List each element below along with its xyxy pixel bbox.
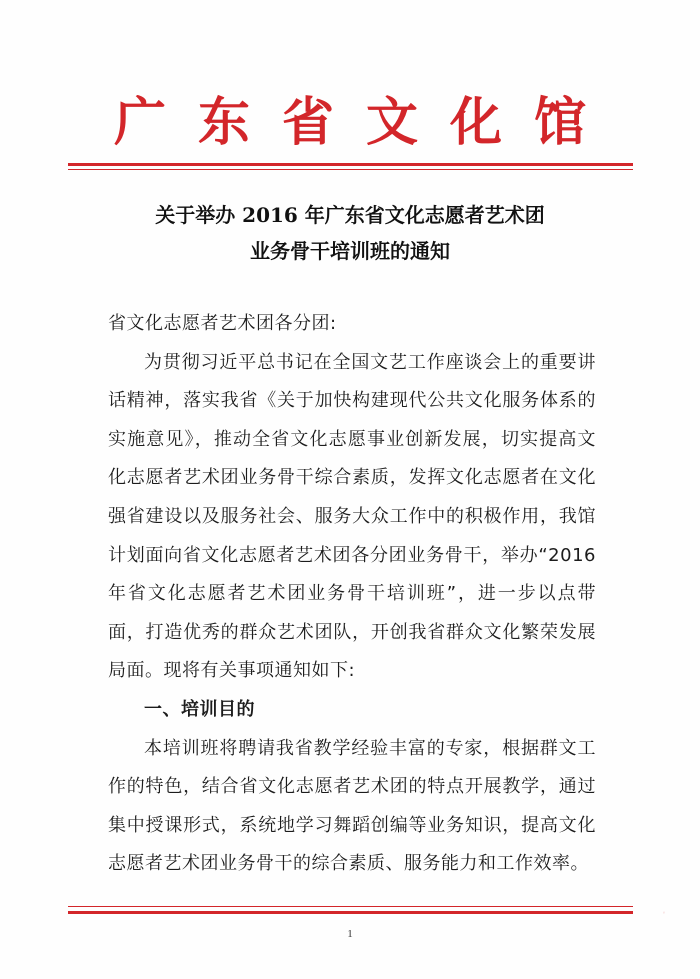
section-heading-purpose: 一、培训目的 xyxy=(144,698,255,720)
paragraph-purpose: 本培训班将聘请我省教学经验丰富的专家，根据群文工作的特色，结合省文化志愿者艺术团的特点开展教学，通过集中授课形式，系统地学习舞蹈创编等业务知识，提高文化志愿者艺术团业务骨干的综合素质、服务能力和工作效率。 xyxy=(108,737,596,875)
footer-watermark: · · · · · xyxy=(527,904,678,922)
document-title-line-1: 关于举办 2016 年广东省文化志愿者艺术团 xyxy=(155,203,545,227)
letterhead-org-name: 广东省文化馆 xyxy=(113,92,618,153)
salutation: 省文化志愿者艺术团各分团: xyxy=(108,313,337,334)
document-title-line-2: 业务骨干培训班的通知 xyxy=(250,239,450,263)
page-number: 1 xyxy=(347,928,353,940)
letterhead-rule-thin xyxy=(68,169,633,170)
paragraph-intro: 为贯彻习近平总书记在全国文艺工作座谈会上的重要讲话精神，落实我省《关于加快构建现代公共文化服务体系的实施意见》，推动全省文化志愿事业创新发展，切实提高文化志愿者艺术团业务骨干综合素质，发挥文化志愿者在文化强省建设以及服务社会、服务大众工作中的积极作用，我馆计划面向省文化志愿者艺术团各分团业务骨干，举办“2016 年省文化志愿者艺术团业务骨干培训班”，进一步以点带面，打造优秀的群众艺术团队，开创我省群众文化繁荣发展局面。现将有关事项通知如下: xyxy=(108,351,596,682)
letterhead-rule-thick xyxy=(68,163,633,166)
document-body xyxy=(108,305,596,884)
